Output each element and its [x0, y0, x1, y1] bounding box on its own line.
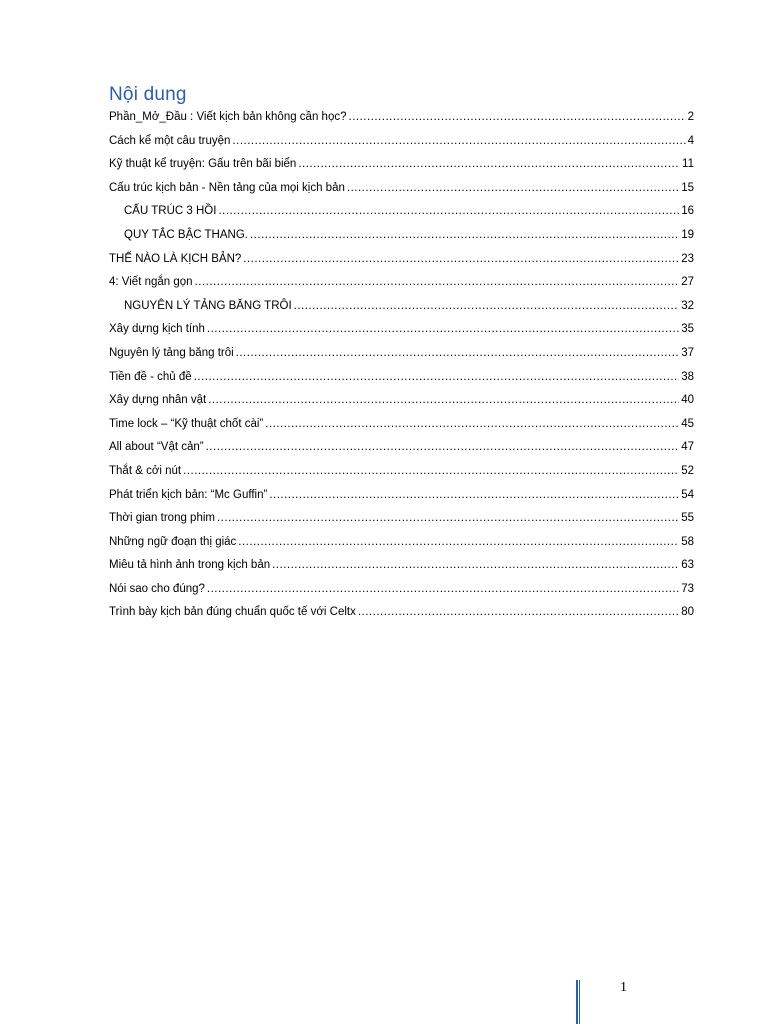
toc-entry[interactable]: [109, 413, 694, 437]
toc-entry[interactable]: [109, 177, 694, 201]
toc-entry-title: Xây dựng nhân vật: [109, 394, 207, 407]
toc-entry-page: 37: [681, 346, 694, 359]
toc-entry-page: 2: [687, 111, 694, 123]
toc-entry-title: Time lock – “Kỹ thuật chốt cài”: [109, 417, 264, 430]
toc-entry-page: 35: [681, 323, 694, 336]
toc-leader-dots: [217, 507, 679, 531]
toc-leader-dots: [207, 318, 679, 342]
toc-entry[interactable]: [109, 484, 694, 508]
toc-entry-page: 11: [682, 158, 694, 171]
toc-entry-title: THẾ NÀO LÀ KỊCH BẢN?: [109, 252, 242, 265]
toc-entry-page: 38: [681, 370, 694, 383]
toc-entry-title: Nói sao cho đúng?: [109, 582, 205, 595]
toc-entry-title: Những ngữ đoạn thị giác: [109, 535, 237, 548]
toc-entry-title: Cấu trúc kịch bản - Nền tảng của mọi kịch bản: [109, 181, 345, 194]
toc-entry[interactable]: [109, 507, 694, 531]
toc-leader-dots: [195, 271, 680, 295]
toc-entry-title: Nguyên lý tảng băng trôi: [109, 346, 234, 359]
toc-entry-page: 55: [681, 512, 694, 525]
toc-entry-title: Cách kể một câu truyện: [109, 134, 231, 147]
toc-entry[interactable]: [109, 366, 694, 390]
toc-leader-dots: [358, 601, 679, 625]
toc-entry[interactable]: [109, 389, 694, 413]
toc-leader-dots: [347, 177, 679, 201]
footer-divider-bar: [576, 980, 580, 1024]
toc-entry[interactable]: [109, 248, 694, 272]
toc-leader-dots: [298, 153, 680, 177]
toc-leader-dots: [206, 436, 680, 460]
toc-entry[interactable]: [109, 460, 694, 484]
toc-leader-dots: [218, 200, 679, 224]
toc-leader-dots: [232, 130, 685, 154]
toc-leader-dots: [208, 389, 679, 413]
table-of-contents: [109, 106, 694, 625]
toc-entry-title: 4: Viết ngắn gọn: [109, 276, 193, 289]
toc-leader-dots: [243, 248, 679, 272]
toc-entry-title: Miêu tả hình ảnh trong kịch bản: [109, 559, 271, 572]
toc-entry-title: Xây dựng kịch tính: [109, 323, 205, 336]
toc-leader-dots: [272, 554, 679, 578]
toc-entry-page: 40: [681, 394, 694, 407]
toc-subentry[interactable]: [109, 200, 694, 224]
toc-leader-dots: [238, 531, 679, 555]
toc-entry-title: QUY TẮC BẬC THANG.: [124, 228, 248, 241]
toc-entry-page: 16: [681, 205, 694, 218]
toc-leader-dots: [183, 460, 679, 484]
toc-entry-page: 32: [681, 299, 694, 312]
toc-entry-title: Thắt & cởi nút: [109, 464, 182, 477]
footer-bar-thick: [576, 980, 578, 1024]
toc-entry-page: 63: [681, 559, 694, 572]
toc-entry-page: 58: [681, 535, 694, 548]
toc-subentry[interactable]: [109, 224, 694, 248]
toc-entry-title: NGUYÊN LÝ TẢNG BĂNG TRÔI: [124, 299, 292, 312]
toc-entry-page: 23: [681, 252, 694, 265]
toc-entry-page: 45: [681, 417, 694, 430]
toc-entry[interactable]: [109, 578, 694, 602]
toc-leader-dots: [349, 106, 686, 130]
toc-entry-page: 80: [681, 606, 694, 619]
toc-entry-page: 27: [681, 276, 694, 289]
toc-entry-page: 73: [681, 582, 694, 595]
toc-entry[interactable]: [109, 130, 694, 154]
toc-entry[interactable]: [109, 271, 694, 295]
toc-entry-title: Trình bày kịch bản đúng chuẩn quốc tế với Celtx: [109, 606, 356, 619]
toc-entry-title: Tiền đề - chủ đề: [109, 370, 192, 383]
toc-leader-dots: [236, 342, 680, 366]
toc-entry-title: CẤU TRÚC 3 HỒI: [124, 205, 217, 218]
toc-leader-dots: [194, 366, 680, 390]
toc-entry-title: Phần_Mở_Đầu : Viết kịch bản không cần học?: [109, 111, 347, 123]
toc-leader-dots: [294, 295, 680, 319]
toc-leader-dots: [265, 413, 679, 437]
footer-bar-thin: [579, 980, 580, 1024]
toc-entry[interactable]: [109, 106, 694, 130]
toc-entry[interactable]: [109, 153, 694, 177]
toc-entry-page: 54: [681, 488, 694, 501]
toc-entry-page: 52: [681, 464, 694, 477]
toc-entry[interactable]: [109, 554, 694, 578]
toc-entry[interactable]: [109, 531, 694, 555]
toc-entry-page: 19: [681, 228, 694, 241]
page-number: 1: [620, 980, 627, 995]
toc-entry[interactable]: [109, 601, 694, 625]
toc-entry-title: Phát triển kịch bản: “Mc Guffin”: [109, 488, 268, 501]
toc-leader-dots: [207, 578, 679, 602]
toc-subentry[interactable]: [109, 295, 694, 319]
toc-leader-dots: [250, 224, 679, 248]
toc-entry[interactable]: [109, 342, 694, 366]
toc-heading: Nội dung: [109, 84, 187, 105]
toc-entry-title: Kỹ thuật kể truyện: Gấu trên bãi biển: [109, 158, 297, 171]
toc-entry-title: All about “Vật cản”: [109, 441, 204, 454]
toc-entry-page: 4: [687, 134, 694, 147]
toc-entry-page: 15: [681, 181, 694, 194]
toc-leader-dots: [269, 484, 679, 508]
toc-entry-page: 47: [681, 441, 694, 454]
toc-entry-title: Thời gian trong phim: [109, 512, 215, 525]
toc-entry[interactable]: [109, 436, 694, 460]
toc-entry[interactable]: [109, 318, 694, 342]
